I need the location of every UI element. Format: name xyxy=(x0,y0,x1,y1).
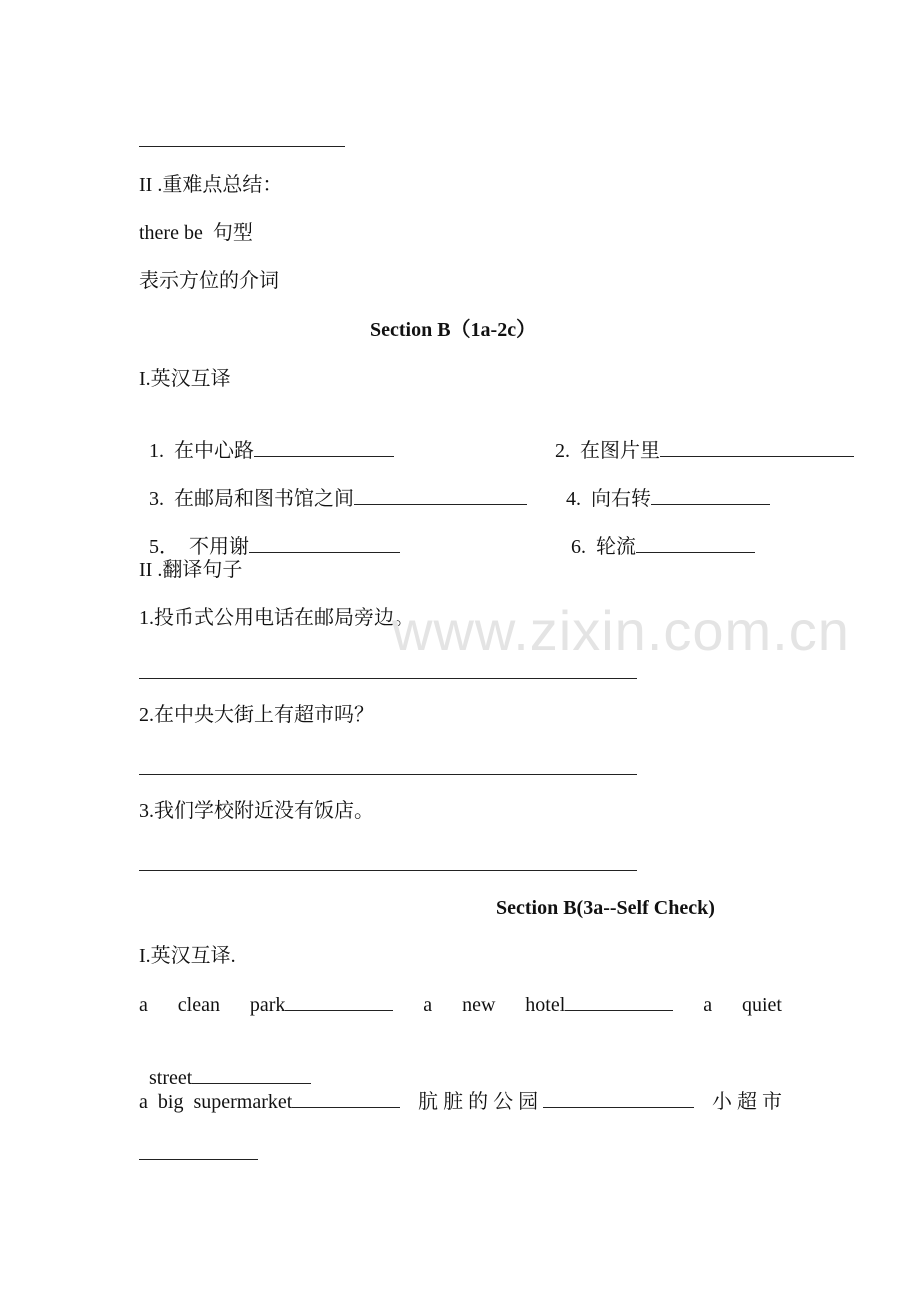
word: clean xyxy=(177,994,220,1016)
vocab-item-4 xyxy=(556,462,770,511)
sentence-1: 1.投币式公用电话在邮局旁边。 xyxy=(139,607,414,629)
item-number: 3. xyxy=(149,488,164,510)
key-point-there-be: there be 句型 xyxy=(139,222,253,244)
vocab-item-5 xyxy=(139,510,400,559)
answer-blank[interactable] xyxy=(543,1089,694,1108)
word: 肮 脏 的 公 园 xyxy=(418,1091,539,1113)
word: a xyxy=(703,994,713,1016)
phrase-row-3 xyxy=(139,1089,782,1114)
item-number: 4. xyxy=(566,488,581,510)
phrase-with-blank xyxy=(418,1089,694,1114)
item-number: 5． xyxy=(149,536,179,558)
answer-blank[interactable] xyxy=(660,438,854,457)
translation-heading: I.英汉互译 xyxy=(139,368,231,390)
item-text: 向右转 xyxy=(591,488,651,510)
phrase-with-blank xyxy=(525,992,673,1017)
word: a xyxy=(423,994,433,1016)
answer-line-top[interactable] xyxy=(139,146,345,147)
vocab-item-3 xyxy=(139,462,527,511)
answer-blank[interactable] xyxy=(354,486,527,505)
section-b-1a-2c-title: Section B（1a-2c） xyxy=(370,319,537,341)
answer-blank[interactable] xyxy=(254,438,394,457)
word: hotel xyxy=(525,994,566,1016)
key-point-prepositions: 表示方位的介词 xyxy=(139,270,279,292)
word: street xyxy=(149,1067,193,1089)
word: 小 超 市 xyxy=(712,1091,782,1113)
item-number: 2. xyxy=(555,440,570,462)
word: quiet xyxy=(741,994,782,1016)
answer-blank[interactable] xyxy=(565,992,673,1011)
vocab-item-2 xyxy=(545,414,854,463)
vocab-item-6 xyxy=(561,510,755,559)
answer-blank[interactable] xyxy=(285,992,393,1011)
item-text: 在邮局和图书馆之间 xyxy=(174,488,354,510)
sentence-3-answer-line[interactable] xyxy=(139,870,637,871)
sentence-2-answer-line[interactable] xyxy=(139,774,637,775)
item-number: 6. xyxy=(571,536,586,558)
word: a xyxy=(139,994,148,1016)
item-number: 1. xyxy=(149,440,164,462)
item-text: 在图片里 xyxy=(580,440,660,462)
section-b-3a-self-check-title: Section B(3a--Self Check) xyxy=(496,897,715,919)
vocab-item-1 xyxy=(139,414,394,463)
item-text: 不用谢 xyxy=(189,536,249,558)
word: park xyxy=(249,994,286,1016)
answer-blank[interactable] xyxy=(292,1089,400,1108)
item-text: 在中心路 xyxy=(174,440,254,462)
answer-blank[interactable] xyxy=(249,534,400,553)
word: supermarket xyxy=(193,1091,293,1113)
sentence-2: 2.在中央大街上有超市吗？ xyxy=(139,704,374,726)
answer-line-bottom[interactable] xyxy=(139,1159,258,1160)
watermark: www.zixin.com.cn xyxy=(392,599,850,662)
answer-blank[interactable] xyxy=(192,1065,311,1084)
answer-blank[interactable] xyxy=(651,486,770,505)
phrase-with-blank xyxy=(250,992,394,1017)
word: new xyxy=(462,994,496,1016)
key-points-heading: II .重难点总结： xyxy=(139,174,283,196)
item-text: 轮流 xyxy=(596,536,636,558)
word: big xyxy=(157,1091,184,1113)
sentence-1-answer-line[interactable] xyxy=(139,678,637,679)
phrase-row-2 xyxy=(139,1041,311,1090)
phrase-group xyxy=(139,1089,400,1114)
sentence-3: 3.我们学校附近没有饭店。 xyxy=(139,800,374,822)
answer-blank[interactable] xyxy=(636,534,755,553)
phrase-row-1 xyxy=(139,992,782,1017)
sentence-translation-heading: II .翻译句子 xyxy=(139,559,243,581)
translation-heading-2: I.英汉互译. xyxy=(139,945,236,967)
word: a xyxy=(139,1091,148,1113)
